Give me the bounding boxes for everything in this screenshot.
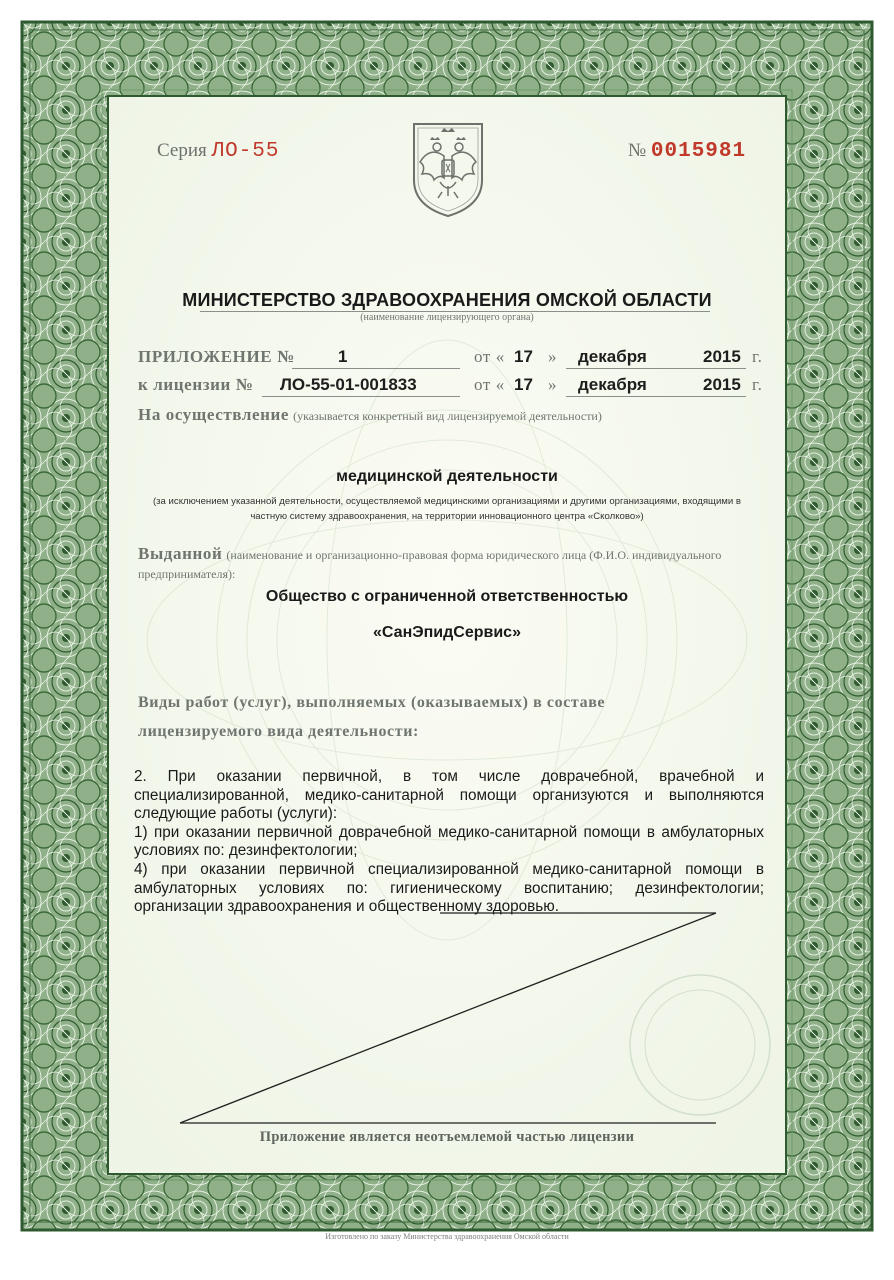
organization-name: «СанЭпидСервис» — [373, 624, 521, 641]
authority-caption: (наименование лицензирующего органа) — [360, 312, 534, 323]
license-day: 17 — [514, 375, 533, 394]
activity-note-line1: (за исключением указанной деятельности, осуществляемой медицинскими организациями и другими организациями, входящими в — [152, 496, 742, 507]
works-paragraph: 2. При оказании первичной, в том числе доврачебной, врачебной и специализированной, медико-санитарной помощи организуются и выполняются следующие работы (услуги): — [134, 768, 764, 823]
series-label: Серия — [157, 140, 207, 161]
appendix-month: декабря — [578, 347, 647, 366]
works-heading-line1: Виды работ (услуг), выполняемых (оказываемых) в составе — [138, 694, 606, 711]
appendix-day: 17 — [514, 347, 533, 366]
activity-label: На осуществление — [138, 405, 290, 424]
activity-caption: (указывается конкретный вид лицензируемой деятельности) — [293, 409, 602, 423]
issued-caption-line1: (наименование и организационно-правовая форма юридического лица (Ф.И.О. индивидуального — [226, 548, 722, 562]
organization-type: Общество с ограниченной ответственностью — [265, 588, 629, 605]
appendix-year: 2015 — [703, 347, 741, 366]
appendix-label: ПРИЛОЖЕНИЕ № — [138, 347, 295, 366]
appendix-number: 1 — [338, 347, 348, 366]
appendix-close-quote: » — [548, 347, 558, 366]
license-label: к лицензии № — [138, 375, 254, 394]
issued-label: Выданной — [138, 544, 223, 563]
appendix-year-suffix: г. — [752, 347, 763, 366]
integral-part-note: Приложение является неотъемлемой частью лицензии — [259, 1129, 635, 1145]
number-label: № — [628, 140, 647, 161]
authority-name: МИНИСТЕРСТВО ЗДРАВООХРАНЕНИЯ ОМСКОЙ ОБЛАСТИ — [182, 290, 712, 310]
works-paragraph: 1) при оказании первичной доврачебной медико-санитарной помощи в амбулаторных условиях по: дезинфектологии; — [134, 823, 764, 860]
number-value: 0015981 — [650, 140, 747, 163]
works-heading-line2: лицензируемого вида деятельности: — [138, 723, 419, 740]
license-year-suffix: г. — [752, 375, 763, 394]
license-from: от « — [474, 375, 505, 394]
print-note: Изготовлено по заказу Министерства здравоохранения Омской области — [325, 1232, 569, 1241]
activity-value: медицинской деятельности — [336, 468, 558, 485]
issued-caption-line2: предпринимателя): — [138, 567, 236, 581]
license-close-quote: » — [548, 375, 558, 394]
license-number: ЛО-55-01-001833 — [280, 375, 417, 394]
license-month: декабря — [578, 375, 647, 394]
works-paragraph: 4) при оказании первичной специализированной медико-санитарной помощи в амбулаторных условиях по: гигиеническому воспитанию; дезинфектологии; организации здравоохранения и общественному здоровью. — [134, 860, 764, 916]
license-year: 2015 — [703, 375, 741, 394]
appendix-from: от « — [474, 347, 505, 366]
series-value: ЛО-55 — [211, 140, 280, 163]
activity-note-line2: частную систему здравоохранения, на территории инновационного центра «Сколково») — [250, 511, 644, 522]
